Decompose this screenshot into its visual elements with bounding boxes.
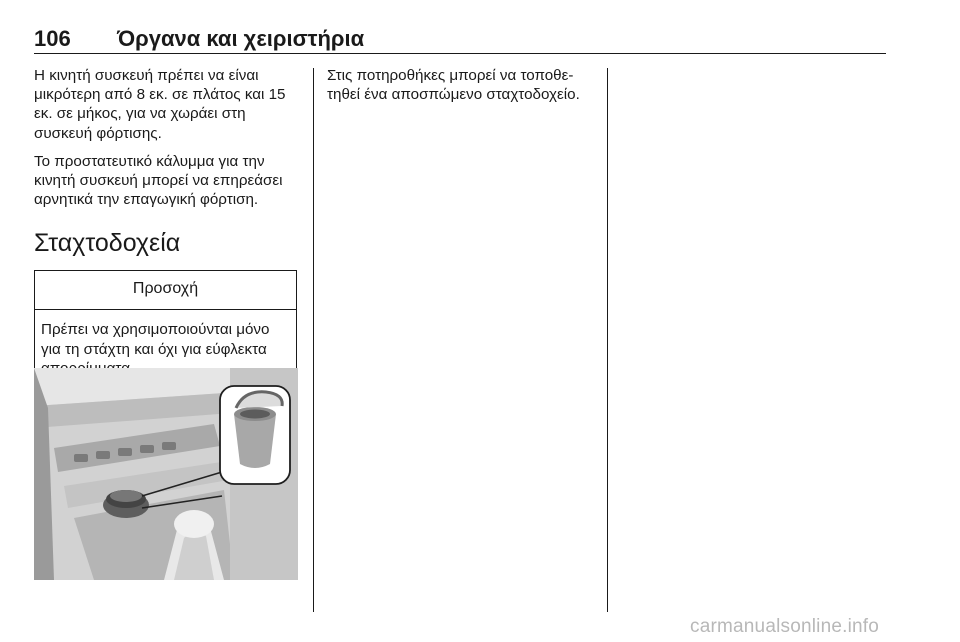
section-title: Όργανα και χειριστήρια [117,26,365,51]
watermark: carmanualsonline.info [690,616,880,637]
column-divider-right [607,68,608,612]
heading-ashtrays: Σταχτοδοχεία [34,229,181,258]
caution-title: Προσοχή [35,271,296,310]
caution-body: Πρέπει να χρησιμοποιούνται μόνο για τη στάχτη και όχι για εύφλεκτα [41,321,270,358]
paragraph-device-size: Η κινητή συσκευή πρέπει να είναι μικρότερη από 8 εκ. σε πλάτος και 15 εκ. σε μήκος, για να χωράει στη συσκευή φόρτισης. [34,67,286,142]
column-middle [327,66,599,113]
column-divider-left [313,68,314,612]
paragraph-cupholder-ashtray: Στις ποτηροθήκες μπορεί να τοποθε‐ τηθεί ένα αποσπώμενο σταχτοδοχείο. [327,67,580,104]
ashtray-illustration [34,368,298,580]
paragraph-protective-cover: Το προστατευτικό κάλυμμα για την κινητή συσκευή μπορεί να επηρεάσει αρνητικά την επαγωγική φόρτιση. [34,152,283,209]
ashtray-illustration-svg [34,368,298,580]
column-left [34,66,302,387]
page-number: 106 [34,26,71,51]
page-header [34,27,886,54]
